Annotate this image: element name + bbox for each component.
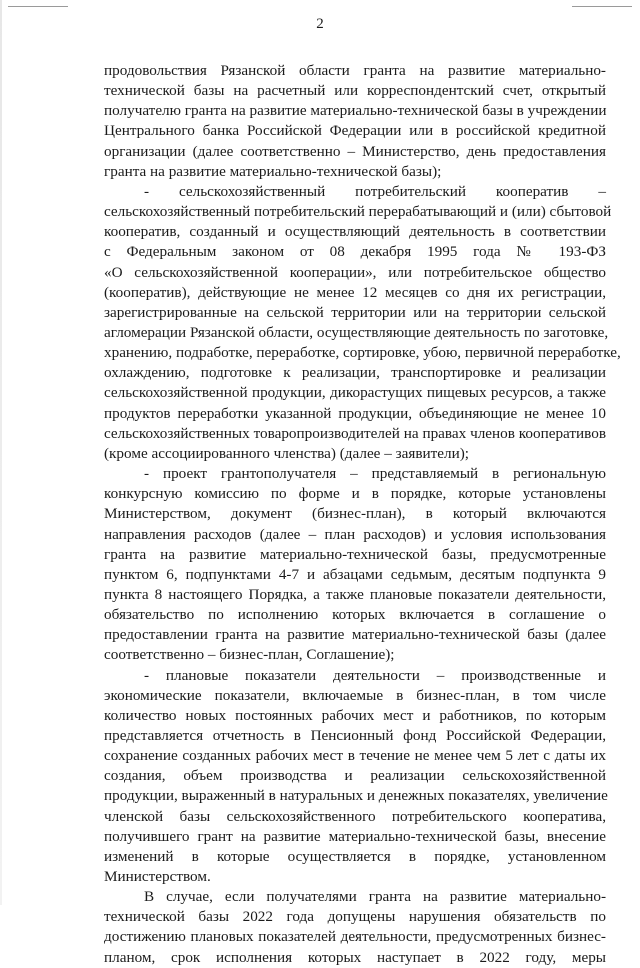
text-line: технической базы 2022 года допущены нарушения обязательств по [104,908,606,926]
text-line: сельскохозяйственной продукции, дикорастущих пищевых ресурсов, а также [104,384,606,402]
text-line: гранта на развитие материально-технической базы); [104,162,442,180]
text-line: охлаждению, подготовке к реализации, транспортировке и реализации [104,364,606,382]
text-line: продукции, выраженный в натуральных и денежных показателях, увеличение [104,787,608,805]
text-line: пункта 8 настоящего Порядка, а также плановые показатели деятельности, [104,585,606,603]
scan-rule-left [8,6,68,7]
text-line: продуктов переработки указанной продукции, объединяющие не менее 10 [104,404,606,422]
text-line: технической базы на расчетный или корреспондентский счет, открытый [104,82,606,100]
text-line: продовольствия Рязанской области гранта на развитие материально- [104,62,606,79]
page-number: 2 [316,16,324,32]
text-line: получившего грант на развитие материально-технической базы, внесение [104,827,606,845]
text-line: гранта на развитие материально-технической базы, предусмотренные [104,545,606,563]
text-line: предоставлении гранта на развитие материально-технической базы (далее [104,626,606,644]
text-line: обязательство по исполнению которых включается в соглашение о [104,606,606,623]
text-line: Центрального банка Российской Федерации или в российской кредитной [104,122,606,140]
text-line: Министерством, документ (бизнес-план), в который включаются [104,505,606,523]
text-line: создания, объем производства и реализации сельскохозяйственной [104,767,606,785]
text-line: достижению плановых показателей деятельности, предусмотренных бизнес- [104,928,606,946]
text-line: кооператив, созданный и осуществляющий деятельность в соответствии [104,223,606,241]
text-line: (кроме ассоциированного членства) (далее – заявители); [104,444,469,462]
text-line: организации (далее соответственно – Министерство, день предоставления [104,142,606,160]
text-line: сохранение созданных рабочих мест в течение не менее чем 5 лет с даты их [104,747,606,765]
text-line: сельскохозяйственных товаропроизводителей на правах членов кооперативов [104,424,606,442]
text-line: - проект грантополучателя – представляемый в региональную [144,465,606,482]
scan-edge [0,0,2,905]
text-line: членской базы сельскохозяйственного потребительского кооператива, [104,807,606,825]
text-line: хранению, подработке, переработке, сортировке, убою, первичной переработке, [104,344,621,362]
scan-rule-right [572,6,632,7]
text-line: планом, срок исполнения которых наступает в 2022 году, меры [104,948,606,966]
text-line: «О сельскохозяйственной кооперации», или потребительское общество [104,263,606,281]
text-line: соответственно – бизнес-план, Соглашение); [104,646,395,664]
text-line: количество новых постоянных рабочих мест и работников, по которым [104,706,606,724]
text-line: пунктом 6, подпунктами 4-7 и абзацами седьмым, десятым подпункта 9 [104,565,606,583]
text-line: (кооператив), действующие не менее 12 месяцев со дня их регистрации, [104,283,606,301]
text-line: представляется отчетность в Пенсионный фонд Российской Федерации, [104,726,606,744]
text-line: - сельскохозяйственный потребительский кооператив – [144,182,606,200]
text-line: конкурсную комиссию по форме и в порядке, которые установлены [104,485,606,503]
text-line: с Федеральным законом от 08 декабря 1995 года № 193-ФЗ [104,243,606,261]
text-line: В случае, если получателями гранта на развитие материально- [144,888,606,906]
text-line: экономические показатели, включаемые в бизнес-план, в том числе [104,686,606,704]
text-line: - плановые показатели деятельности – производственные и [144,666,606,684]
text-line: Министерством. [104,868,211,885]
text-line: получателю гранта на развитие материально-технической базы в учреждении [104,102,607,120]
text-line: агломерации Рязанской области, осуществляющие деятельность по заготовке, [104,323,609,341]
text-line: зарегистрированные на сельской территории или на территории сельской [104,303,606,321]
text-line: сельскохозяйственный потребительский перерабатывающий и (или) сбытовой [104,203,612,220]
text-line: направления расходов (далее – план расходов) и условия использования [104,525,606,543]
text-line: изменений в которые осуществляется в порядке, установленном [104,847,606,865]
